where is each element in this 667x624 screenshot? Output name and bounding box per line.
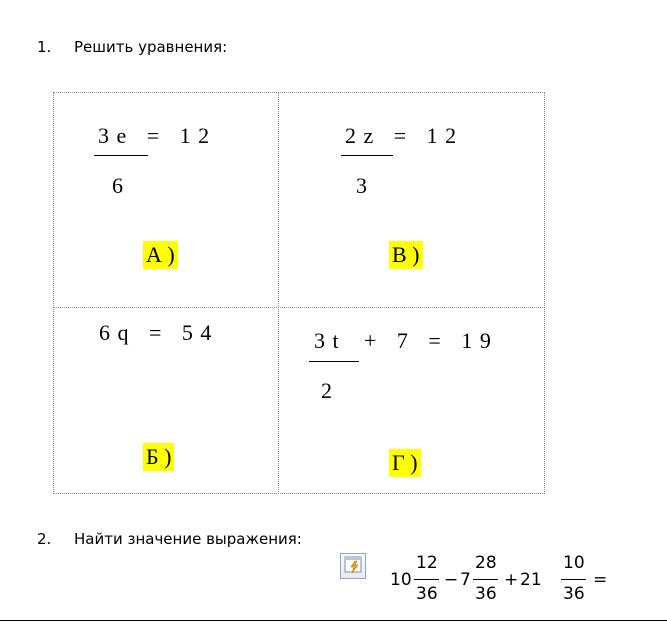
- cell-a: [53, 92, 279, 308]
- equation-v-numerator: 2 z = 1 2: [345, 123, 458, 148]
- label-g: Г ): [389, 449, 421, 477]
- equation-g-denominator: 2: [321, 378, 333, 403]
- cell-b: [53, 307, 279, 494]
- equation-a-denominator: 6: [112, 173, 124, 198]
- task-1-number: 1.: [37, 38, 52, 56]
- term-3-fraction-bar: [561, 579, 586, 580]
- term-1-denominator: 36: [416, 584, 438, 604]
- equation-v-denominator: 3: [356, 173, 368, 198]
- equation-b: 6 q = 5 4: [99, 320, 213, 345]
- term-1-whole: 10: [390, 570, 412, 590]
- task-2-number: 2.: [37, 530, 52, 548]
- term-2-denominator: 36: [475, 584, 497, 604]
- term-2-whole: 7: [460, 570, 471, 590]
- equation-g-rest: + 7 = 1 9: [364, 328, 492, 353]
- term-3-numerator: 10: [563, 553, 585, 573]
- term-3-denominator: 36: [563, 584, 585, 604]
- operator-plus: +: [504, 570, 519, 590]
- equals-sign: =: [593, 570, 608, 590]
- operator-minus: −: [444, 570, 459, 590]
- label-b: Б ): [143, 443, 174, 471]
- equations-table: [53, 92, 545, 494]
- term-3-whole: 21: [520, 570, 542, 590]
- label-v: В ): [389, 241, 423, 269]
- fraction-bar-a: [94, 155, 148, 156]
- task-2-text: Найти значение выражения:: [74, 530, 302, 548]
- fraction-bar-g: [309, 361, 359, 362]
- term-1-numerator: 12: [416, 553, 438, 573]
- cell-v: [278, 92, 545, 308]
- equation-g-numerator: 3 t: [314, 328, 340, 353]
- term-2-fraction-bar: [473, 579, 498, 580]
- equation-a-numerator: 3 e = 1 2: [98, 123, 211, 148]
- task-1-text: Решить уравнения:: [74, 38, 228, 56]
- cell-g: [278, 307, 545, 494]
- term-2-numerator: 28: [475, 553, 497, 573]
- term-1-fraction-bar: [414, 579, 439, 580]
- fraction-bar-v: [341, 155, 393, 156]
- label-a: А ): [143, 241, 178, 269]
- equation-object-icon[interactable]: [340, 553, 366, 579]
- page-bottom-rule: [0, 620, 667, 621]
